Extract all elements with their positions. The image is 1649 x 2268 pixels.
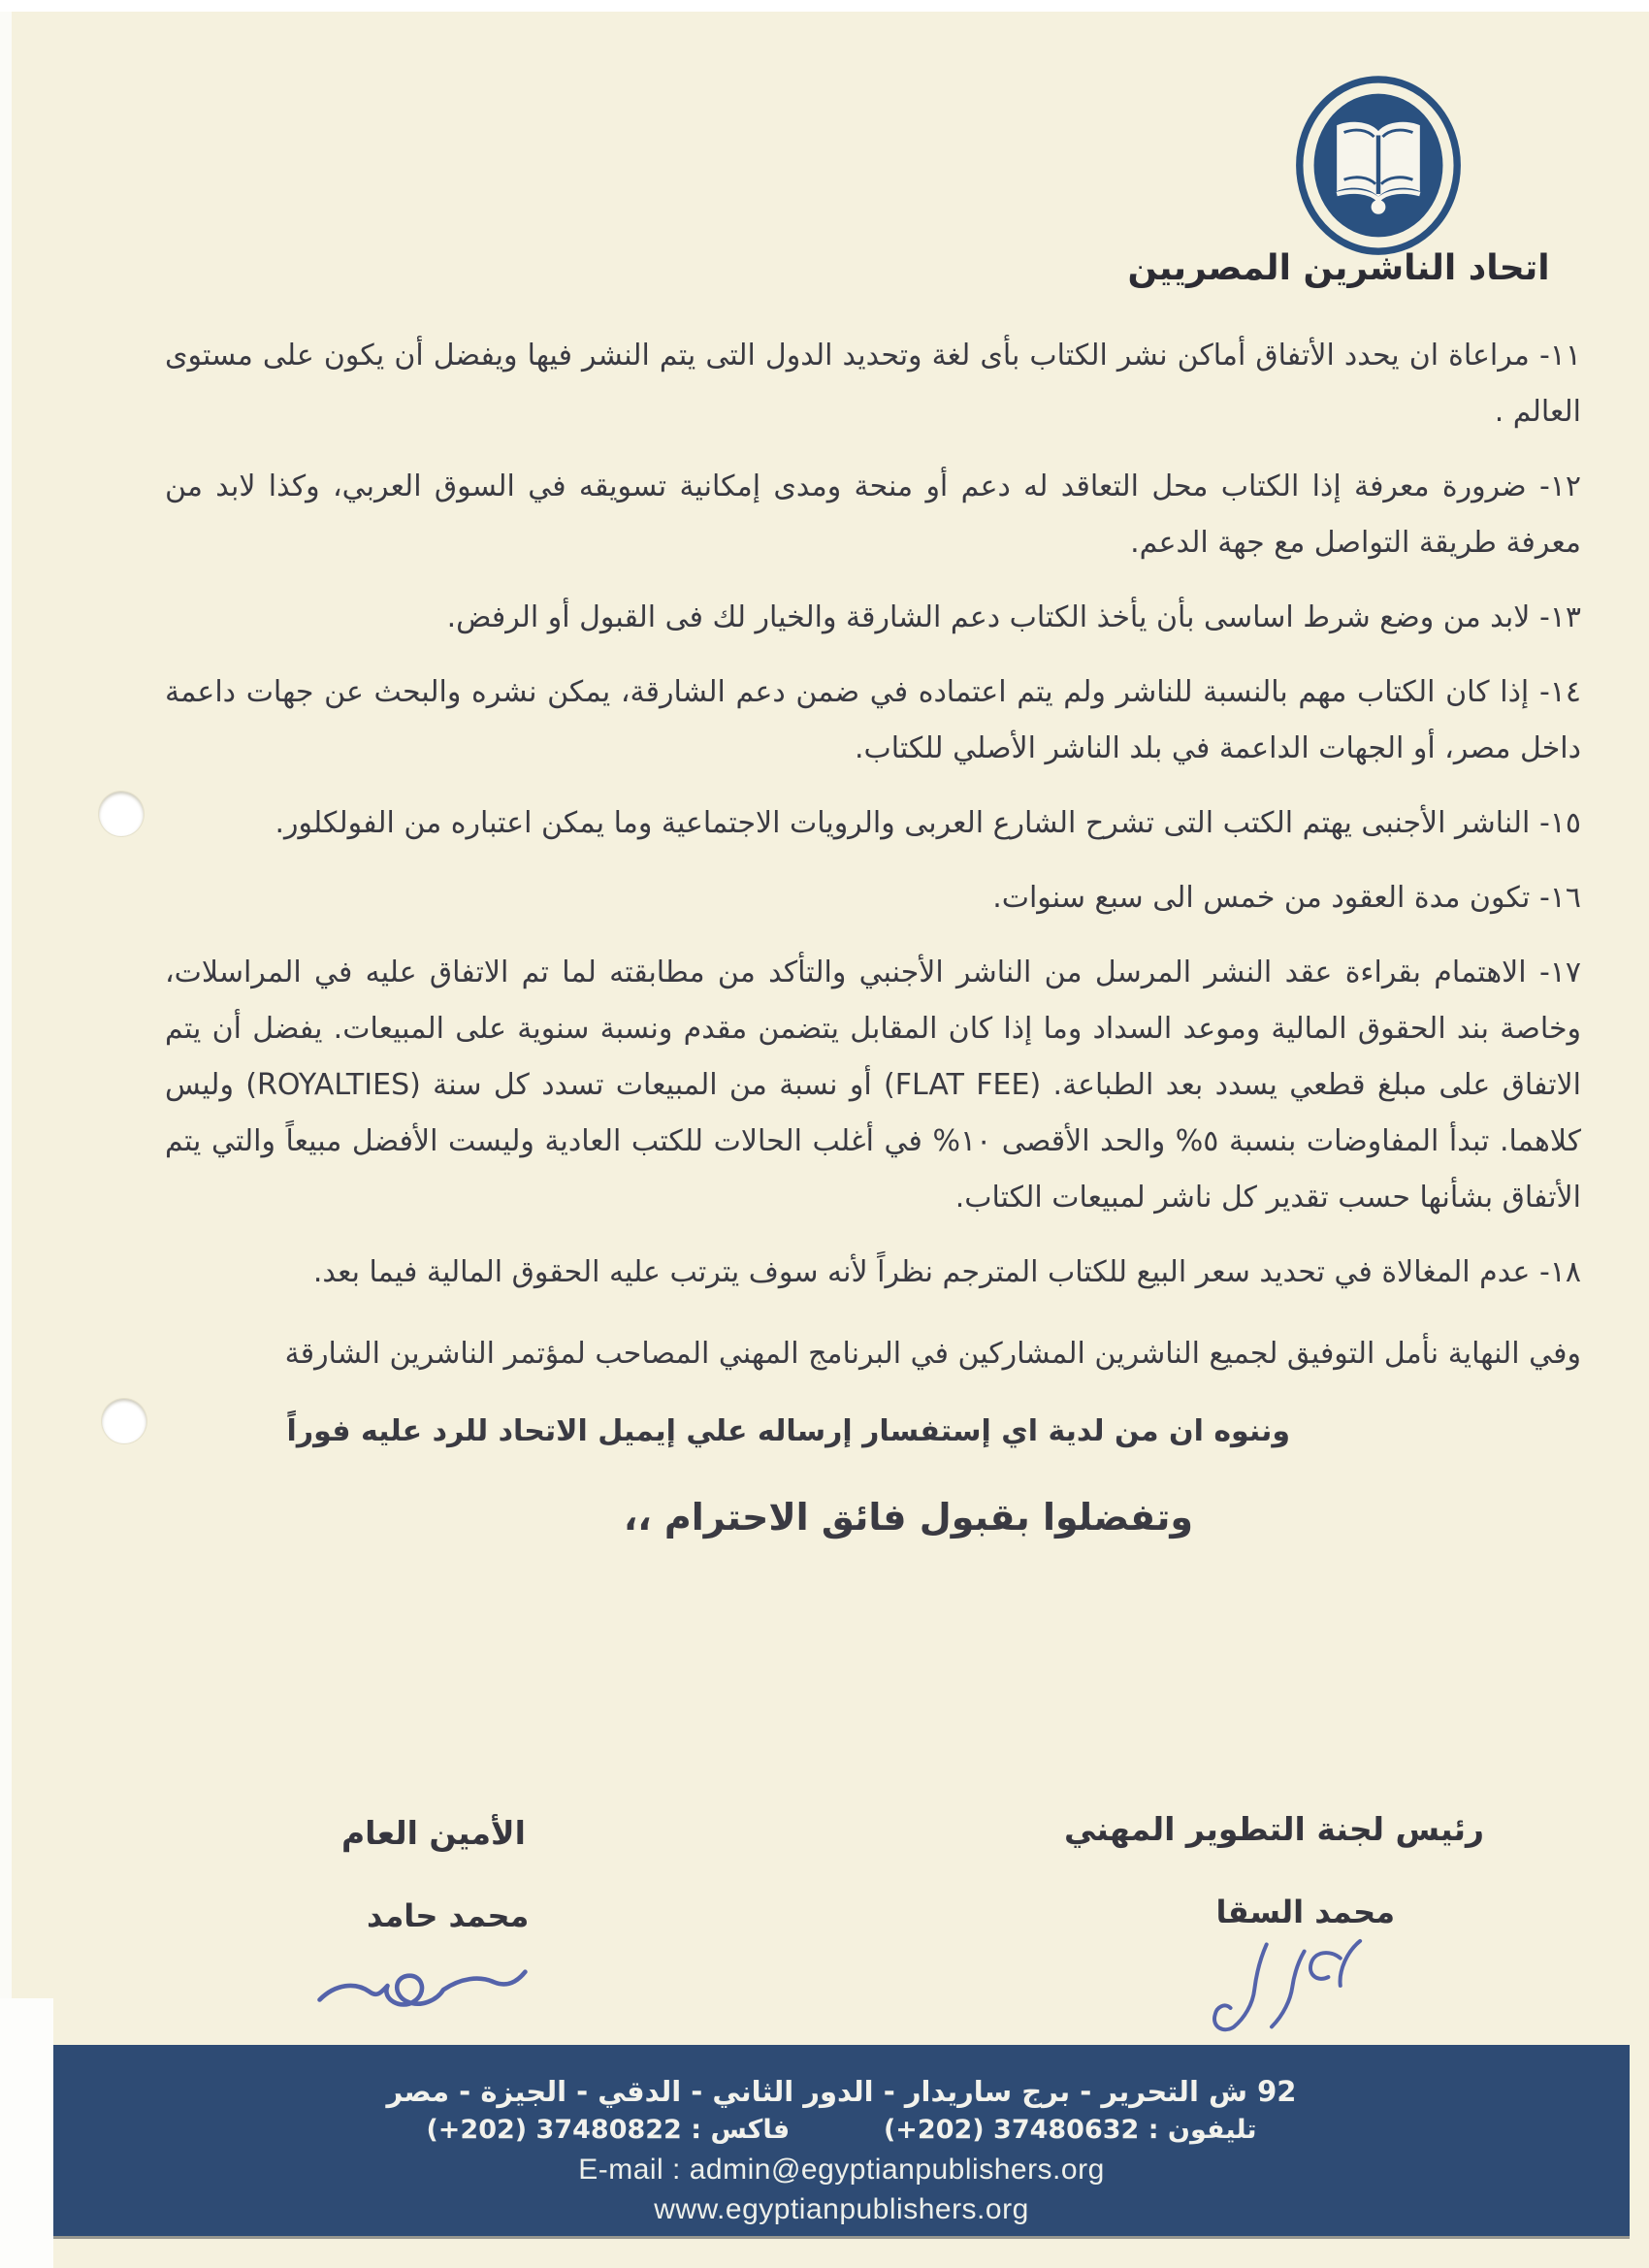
list-item-15 <box>165 795 1581 852</box>
punch-hole-top <box>99 792 144 836</box>
item-number: ١٦- <box>1538 881 1581 915</box>
signature-title-committee-chair: رئيس لجنة التطوير المهني <box>1063 1810 1484 1848</box>
item-number: ١٤- <box>1538 675 1581 709</box>
phone-number: 37480632 <box>993 2115 1140 2145</box>
footer-phone-fax-line <box>53 2111 1630 2150</box>
letter-body <box>165 328 1581 1545</box>
footer-address: 92 ش التحرير - برج ساريدار - الدور الثاني - الدقي - الجيزة - مصر <box>386 2075 1297 2108</box>
footer-band <box>53 2045 1630 2239</box>
item-number: ١١- <box>1538 339 1581 373</box>
footer-website: www.egyptianpublishers.org <box>654 2193 1029 2225</box>
item-text: تكون مدة العقود من خمس الى سبع سنوات. <box>992 881 1531 915</box>
signature-name-right: محمد السقا <box>1215 1894 1395 1930</box>
list-item-13 <box>165 590 1581 646</box>
handwritten-signature-left <box>303 1948 545 2018</box>
footer-email: E-mail : admin@egyptianpublishers.org <box>578 2154 1105 2186</box>
item-number: ١٣- <box>1538 600 1581 634</box>
handwritten-signature-right <box>1159 1926 1406 2037</box>
scan-edge-left-lower <box>0 1998 53 2268</box>
publishers-union-logo <box>1290 74 1467 260</box>
item-text: ضرورة معرفة إذا الكتاب محل التعاقد له دعم أو منحة ومدى إمكانية تسويقه في السوق العربي، وكذا لابد من معرفة طريقة التواصل مع جهة الدعم. <box>165 470 1581 560</box>
item-number: ١٨- <box>1538 1255 1581 1289</box>
phone-country-code: (+202) <box>883 2115 985 2145</box>
list-item-17 <box>165 945 1581 1226</box>
fax-country-code: (+202) <box>426 2115 528 2145</box>
punch-hole-bottom <box>102 1399 146 1443</box>
item-text: لابد من وضع شرط اساسى بأن يأخذ الكتاب دعم الشارقة والخيار لك فى القبول أو الرفض. <box>446 600 1531 634</box>
salutation: وتفضلوا بقبول فائق الاحترام ،، <box>623 1496 1193 1539</box>
item-text: إذا كان الكتاب مهم بالنسبة للناشر ولم يتم اعتماده في ضمن دعم الشارقة، يمكن نشره والبحث عن جهات داعمة داخل مصر، أو الجهات الداعمة في بلد الناشر الأصلي للكتاب. <box>165 675 1581 765</box>
list-item-18 <box>165 1245 1581 1301</box>
scan-edge-left <box>0 0 12 2268</box>
item-number: ١٥- <box>1538 806 1581 840</box>
closing-paragraph: وفي النهاية نأمل التوفيق لجميع الناشرين المشاركين في البرنامج المهني المصاحب لمؤتمر الناشرين الشارقة <box>284 1337 1581 1371</box>
item-number: ١٢- <box>1538 470 1581 503</box>
signature-name-left: محمد حامد <box>367 1897 530 1934</box>
item-text: عدم المغالاة في تحديد سعر البيع للكتاب المترجم نظراً لأنه سوف يترتب عليه الحقوق المالية فيما بعد. <box>312 1255 1531 1289</box>
list-item-16 <box>165 870 1581 926</box>
fax-label: فاكس : <box>691 2115 791 2145</box>
phone-label: تليفون : <box>1148 2115 1257 2145</box>
item-text: الاهتمام بقراءة عقد النشر المرسل من الناشر الأجنبي والتأكد من مطابقته لما تم الاتفاق عليه في المراسلات، وخاصة بند الحقوق المالية وموعد السداد وما إذا كان المقابل يتضمن مقدم ونسبة سنوية على المبيعات. يفضل أن يتم الاتفاق على مبلغ قطعي يسدد بعد الطباعة. (FLAT FEE) أو نسبة من المبيعات تسدد كل سنة (ROYALTIES) وليس كلاهما. تبدأ المفاوضات بنسبة ٥% والحد الأقصى ١٠% في أغلب الحالات للكتب العادية وليست الأفضل مبيعاً والتي يتم الأتفاق بشأنها حسب تقدير كل ناشر لمبيعات الكتاب. <box>165 956 1582 1215</box>
item-text: الناشر الأجنبى يهتم الكتب التى تشرح الشارع العربى والرويات الاجتماعية وما يمكن اعتباره من الفولكلور. <box>275 806 1531 840</box>
item-number: ١٧- <box>1538 956 1581 989</box>
list-item-11 <box>165 328 1581 440</box>
open-book-icon <box>1290 74 1467 260</box>
scan-edge-top <box>0 0 1649 12</box>
closing-note: وننوه ان من لدية اي إستفسار إرساله علي إيميل الاتحاد للرد عليه فوراً <box>286 1414 1290 1448</box>
item-text: مراعاة ان يحدد الأتفاق أماكن نشر الكتاب بأى لغة وتحديد الدول التى يتم النشر فيها ويفضل أن يكون على مستوى العالم . <box>165 339 1581 429</box>
list-item-14 <box>165 664 1581 777</box>
list-item-12 <box>165 459 1581 571</box>
org-title: اتحاد الناشرين المصريين <box>1127 248 1550 288</box>
fax-number: 37480822 <box>535 2115 682 2145</box>
signature-title-secretary-general: الأمين العام <box>341 1814 526 1852</box>
